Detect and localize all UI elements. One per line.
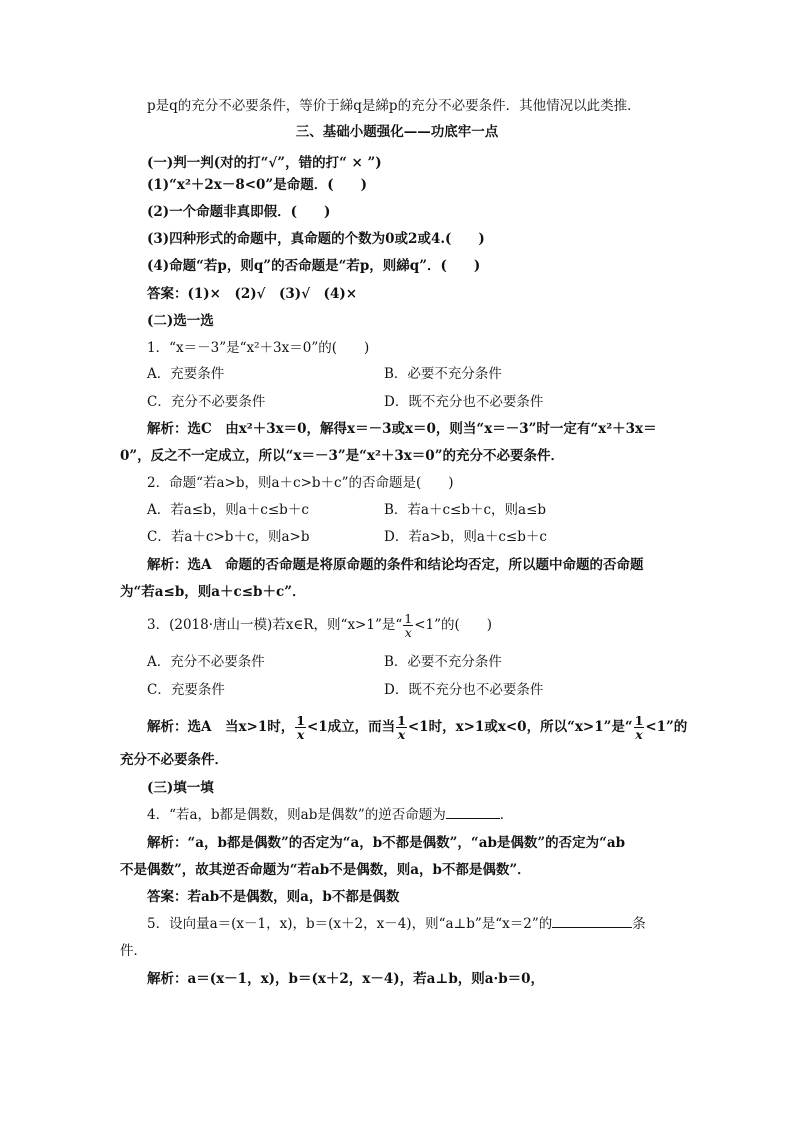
q3-option-c: C．充要条件	[147, 682, 225, 698]
q4-analysis-line1: 解析：“a，b都是偶数”的否定为“a，b不都是偶数”，“ab是偶数”的否定为“ab	[147, 835, 626, 851]
fraction-denominator: x	[635, 727, 643, 742]
q3-stem-start: 3．(2018·唐山一模)若x∈R，则“x>1”是“	[147, 617, 403, 633]
fraction-denominator: x	[404, 625, 412, 640]
q2-analysis-line2: 为“若a≤b，则a＋c≤b＋c”．	[120, 584, 306, 600]
q3-analysis-part4: <1”的	[645, 719, 688, 735]
q5-stem-end: 条	[632, 916, 646, 932]
q3-analysis-part1: 解析：选A 当x>1时，	[147, 719, 295, 735]
q2-option-d: D．若a>b，则a＋c≤b＋c	[384, 529, 547, 545]
fraction-denominator: x	[397, 727, 406, 742]
q2-analysis-line1: 解析：选A 命题的否命题是将原命题的条件和结论均否定，所以题中命题的否命题	[147, 557, 644, 573]
q4-answer: 答案：若ab不是偶数，则a，b不都是偶数	[147, 889, 400, 905]
fraction-numerator: 1	[404, 611, 413, 626]
q2-option-b: B．若a＋c≤b＋c，则a≤b	[384, 502, 547, 518]
q1-stem: 1．“x＝－3”是“x²＋3x＝0”的( )	[147, 340, 370, 356]
q4-analysis-line2: 不是偶数”，故其逆否命题为“若ab不是偶数，则a，b不都是偶数”．	[120, 862, 531, 878]
fraction-denominator: x	[296, 727, 305, 742]
q5-stem-text: 5．设向量a＝(x－1，x)，b＝(x＋2，x－4)，则“a⊥b”是“x＝2”的	[147, 916, 553, 932]
q2-option-c: C．若a＋c>b＋c，则a>b	[147, 529, 310, 545]
judge-item-1: (1)“x²＋2x－8<0”是命题．( )	[147, 177, 367, 193]
part2-heading: (二)选一选	[147, 313, 214, 329]
q3-analysis-line2: 充分不必要条件．	[120, 752, 228, 768]
q5-stem-line2: 件．	[120, 943, 147, 959]
q3-stem-end: <1”的( )	[414, 617, 493, 633]
judge-item-2: (2)一个命题非真即假．( )	[147, 204, 331, 220]
q3-analysis-part2: <1成立，而当	[306, 719, 396, 735]
part1-heading: (一)判一判(对的打“√”，错的打“ × ”)	[147, 155, 382, 171]
q1-option-b: B．必要不充分条件	[384, 366, 502, 382]
q2-option-a: A．若a≤b，则a＋c≤b＋c	[147, 502, 309, 518]
part3-heading: (三)填一填	[147, 780, 214, 796]
section-title: 三、基础小题强化——功底牢一点	[295, 124, 499, 140]
q5-analysis-line1: 解析：a＝(x－1，x)，b＝(x＋2，x－4)，若a⊥b，则a·b＝0，	[147, 971, 545, 987]
fraction-one-over-x	[634, 714, 645, 741]
q1-option-c: C．充分不必要条件	[147, 394, 266, 410]
q3-option-a: A．充分不必要条件	[147, 654, 265, 670]
q1-analysis-line2: 0”，反之不一定成立，所以“x＝－3”是“x²＋3x＝0”的充分不必要条件．	[120, 448, 564, 464]
q5-answer-blank	[552, 915, 632, 928]
q4-answer-blank	[446, 806, 500, 819]
q1-analysis-line1: 解析：选C 由x²＋3x＝0，解得x＝－3或x＝0，则当“x＝－3”时一定有“x²＋3x＝	[147, 421, 657, 437]
fraction-numerator: 1	[296, 713, 305, 728]
q3-option-b: B．必要不充分条件	[384, 654, 502, 670]
fraction-one-over-x	[403, 612, 413, 639]
q4-stem	[147, 805, 513, 825]
fraction-numerator: 1	[634, 713, 644, 728]
fraction-numerator: 1	[397, 713, 406, 728]
fraction-one-over-x	[396, 714, 407, 741]
q2-stem: 2．命题“若a>b，则a＋c>b＋c”的否命题是( )	[147, 475, 454, 491]
q3-option-d: D．既不充分也不必要条件	[384, 682, 544, 698]
judge-answer: 答案：(1)× (2)√ (3)√ (4)×	[147, 286, 358, 302]
judge-item-3: (3)四种形式的命题中，真命题的个数为0或2或4.( )	[147, 231, 485, 247]
q3-stem	[147, 612, 492, 639]
q4-stem-period: ．	[499, 807, 514, 823]
q3-analysis-line1	[147, 714, 687, 741]
q1-option-a: A．充要条件	[147, 366, 225, 382]
judge-item-4: (4)命题“若p，则q”的否命题是“若p，则綈q”．( )	[147, 258, 481, 274]
q4-stem-text: 4．“若a，b都是偶数，则ab是偶数”的逆否命题为	[147, 807, 446, 823]
intro-line: p是q的充分不必要条件，等价于綈q是綈p的充分不必要条件．其他情况以此类推．	[147, 98, 641, 114]
q5-stem-line1	[147, 914, 646, 934]
q3-analysis-part3: <1时，x>1或x<0，所以“x>1”是“	[407, 719, 633, 735]
q1-option-d: D．既不充分也不必要条件	[384, 394, 544, 410]
fraction-one-over-x	[295, 714, 306, 741]
